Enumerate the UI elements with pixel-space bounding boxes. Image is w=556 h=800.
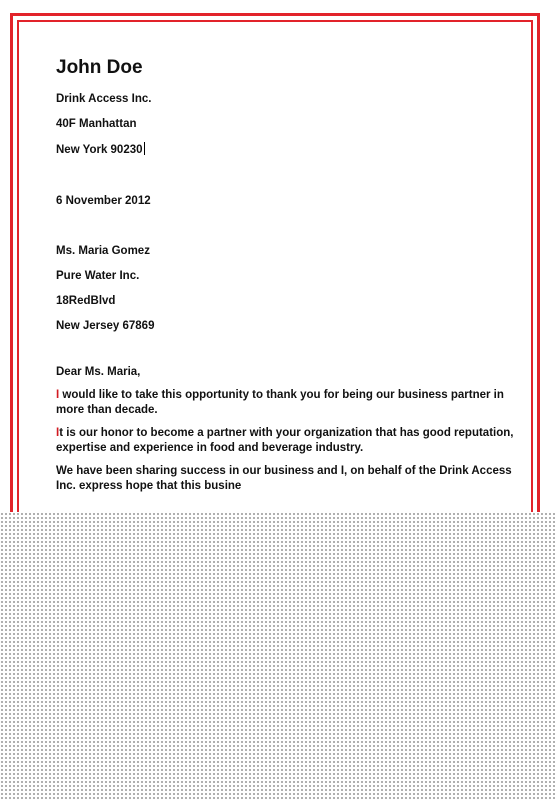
paragraph-1 [56,388,516,418]
paragraph-2-lead: I [56,427,60,439]
paragraph-2 [56,426,516,456]
recipient-address: 18RedBlvd [56,295,116,307]
paragraph-2-text: t is our honor to become a partner with your organization that has good reputation, expertise and experience in food and beverage industry. [56,427,514,454]
recipient-company: Pure Water Inc. [56,270,140,282]
text-cursor [144,142,146,155]
sender-name: John Doe [56,57,143,78]
sender-address: 40F Manhattan [56,118,137,130]
sender-city: New York 90230 [56,144,143,156]
recipient-city: New Jersey 67869 [56,320,155,332]
paragraph-1-lead: I [56,389,60,401]
paragraph-1-text: would like to take this opportunity to thank you for being our business partner in more than decade. [56,389,504,416]
salutation: Dear Ms. Maria, [56,366,141,378]
paragraph-3 [56,464,516,494]
recipient-name: Ms. Maria Gomez [56,245,150,257]
dotted-overlay [0,512,556,800]
letter-date: 6 November 2012 [56,195,151,207]
paragraph-3-text: We have been sharing success in our business and I, on behalf of the Drink Access Inc. express hope that this busine [56,465,512,492]
sender-city-line [56,142,516,157]
letter-body[interactable] [56,54,516,494]
sender-company: Drink Access Inc. [56,93,152,105]
